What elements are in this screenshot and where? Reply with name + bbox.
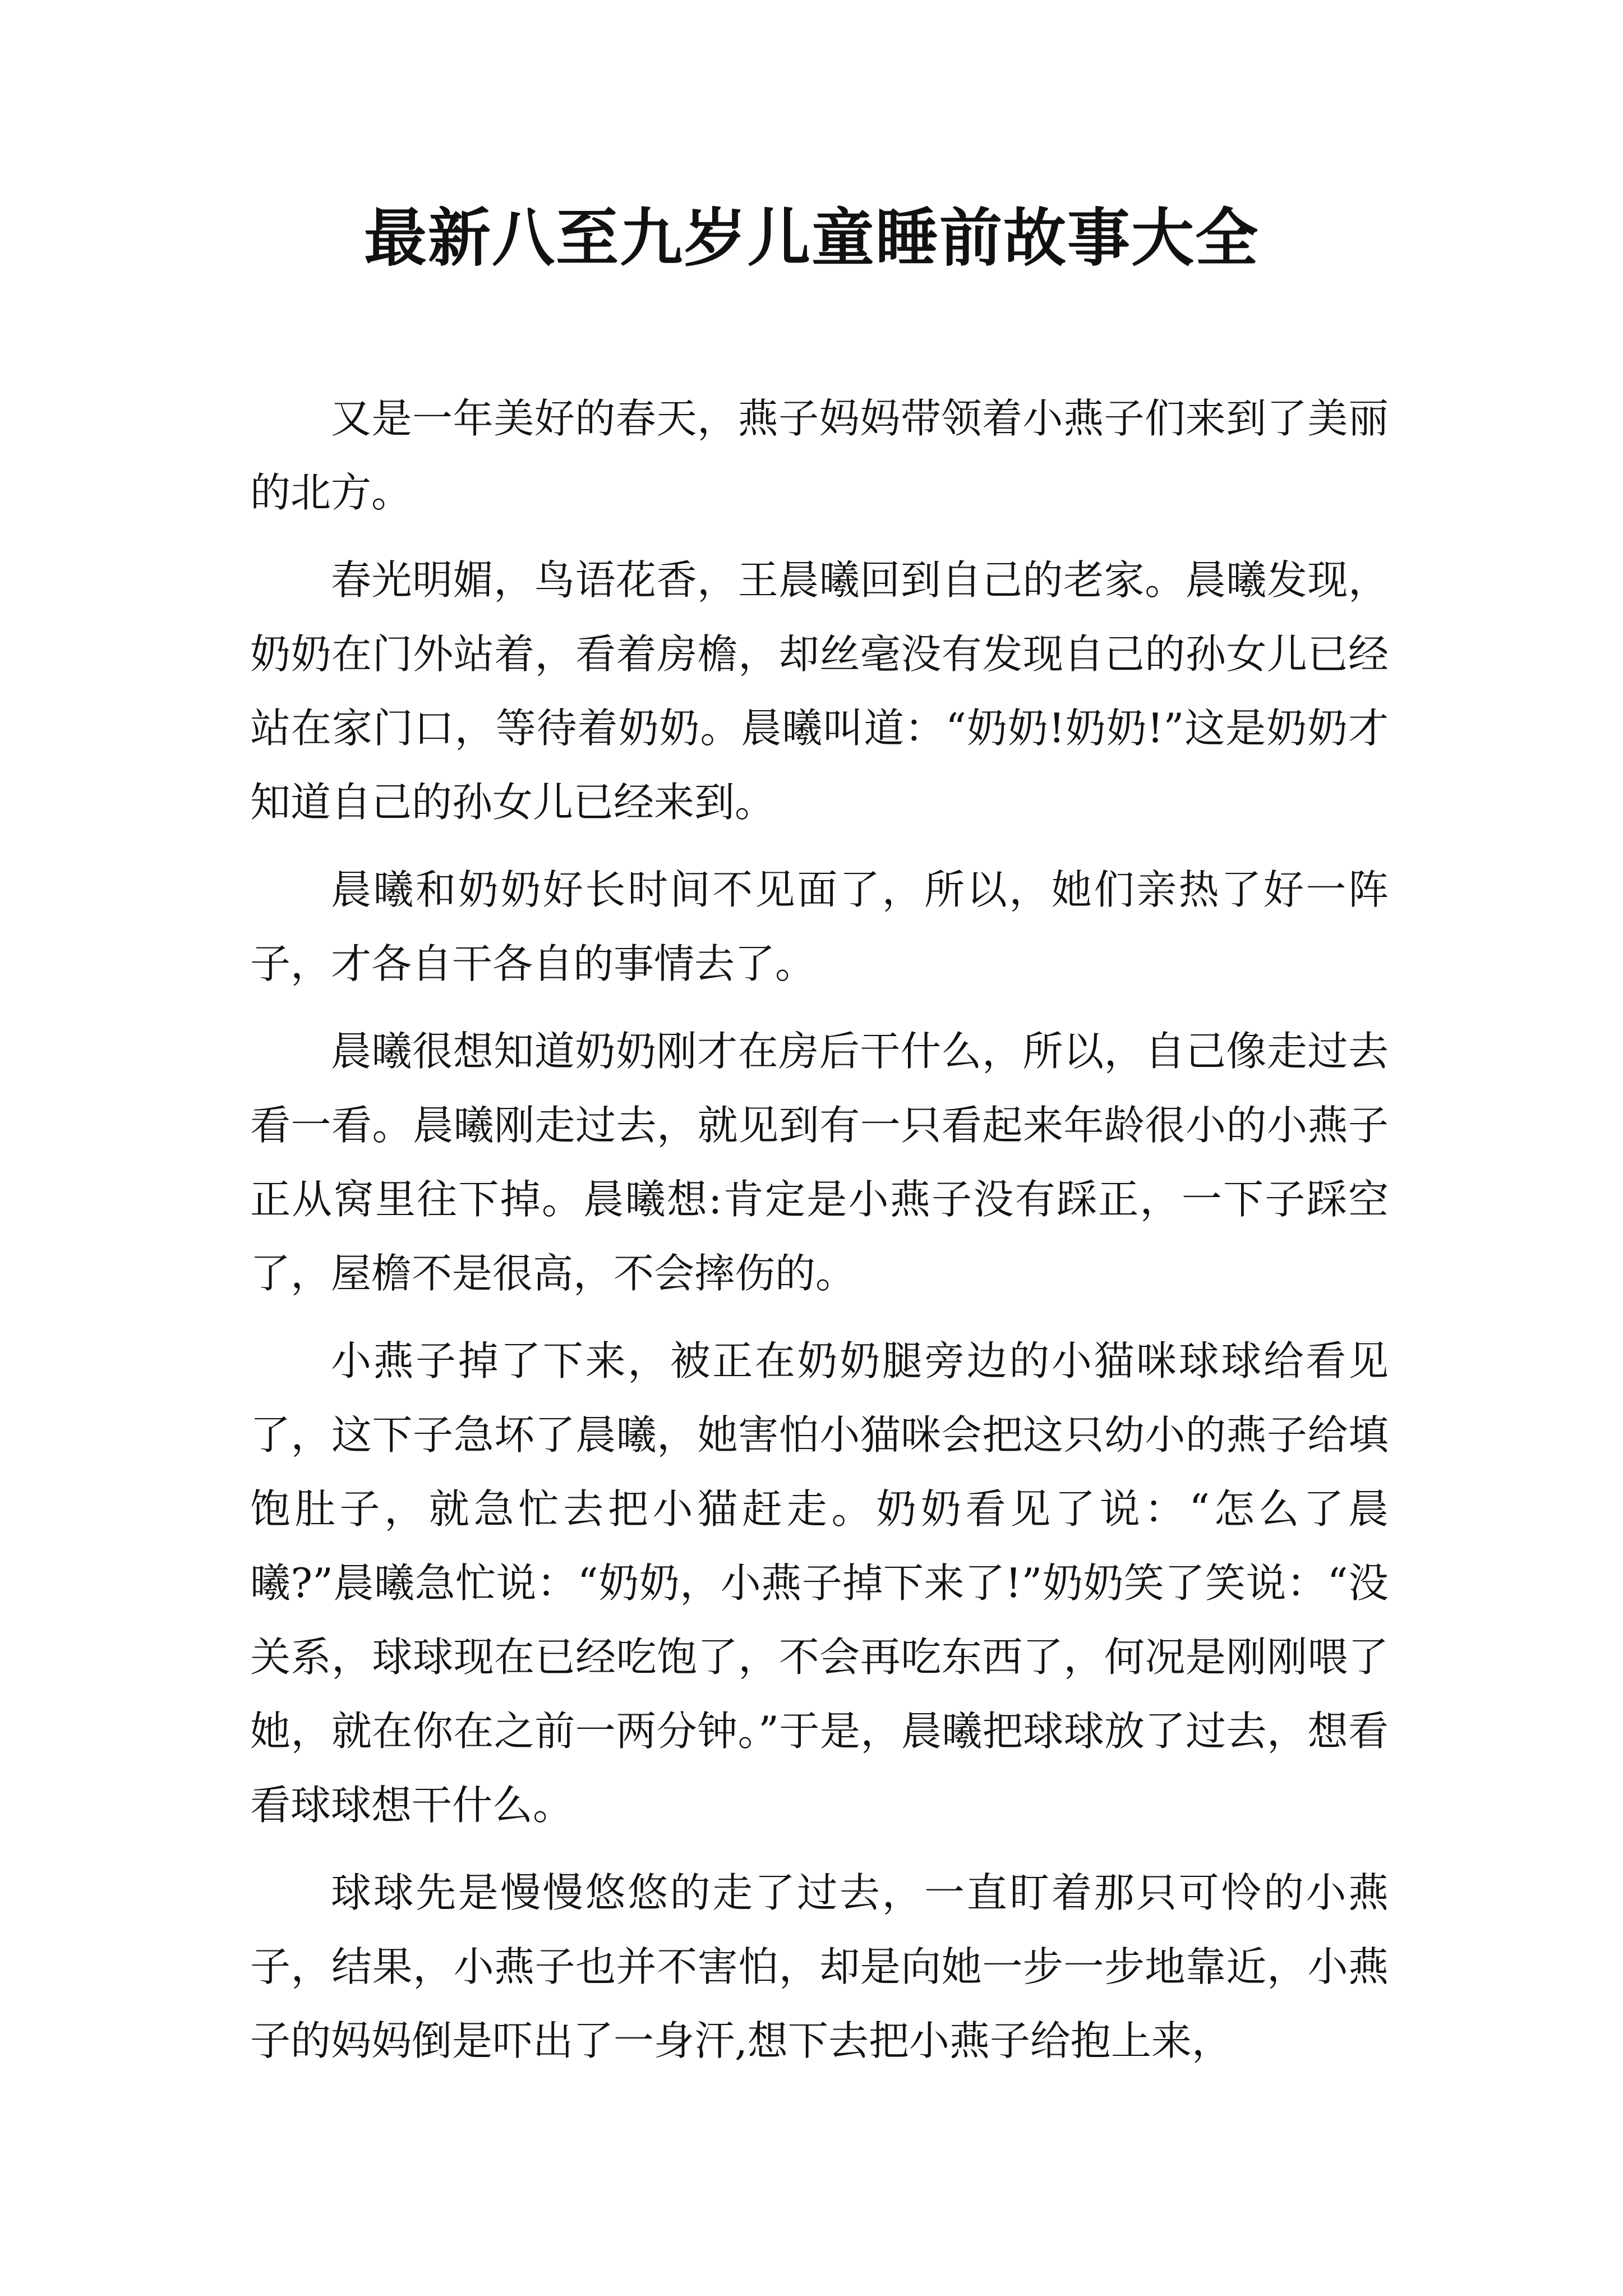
document-body — [250, 381, 1389, 2091]
paragraph: 晨曦和奶奶好长时间不见面了，所以，她们亲热了好一阵子，才各自干各自的事情去了。 — [250, 866, 1389, 987]
paragraph: 晨曦很想知道奶奶刚才在房后干什么，所以，自己像走过去看一看。晨曦刚走过去，就见到有一只看起来年龄很小的小燕子正从窝里往下掉。晨曦想:肯定是小燕子没有踩正，一下子踩空了，屋檐不是很高，不会摔伤的。 — [250, 1028, 1389, 1297]
paragraph: 球球先是慢慢悠悠的走了过去，一直盯着那只可怜的小燕子，结果，小燕子也并不害怕，却是向她一步一步地靠近，小燕子的妈妈倒是吓出了一身汗,想下去把小燕子给抱上来， — [250, 1869, 1389, 2064]
paragraph: 又是一年美好的春天，燕子妈妈带领着小燕子们来到了美丽的北方。 — [250, 395, 1389, 516]
document-title: 最新八至九岁儿童睡前故事大全 — [364, 201, 1259, 275]
paragraph: 小燕子掉了下来，被正在奶奶腿旁边的小猫咪球球给看见了，这下子急坏了晨曦，她害怕小猫咪会把这只幼小的燕子给填饱肚子，就急忙去把小猫赶走。奶奶看见了说：“怎么了晨曦?”晨曦急忙说：“奶奶，小燕子掉下来了!”奶奶笑了笑说：“没关系，球球现在已经吃饱了，不会再吃东西了，何况是刚刚喂了她，就在你在之前一两分钟。”于是，晨曦把球球放了过去，想看看球球想干什么。 — [250, 1337, 1389, 1829]
paragraph: 春光明媚，鸟语花香，王晨曦回到自己的老家。晨曦发现，奶奶在门外站着，看着房檐，却丝毫没有发现自己的孙女儿已经站在家门口，等待着奶奶。晨曦叫道：“奶奶!奶奶!”这是奶奶才知道自己的孙女儿已经来到。 — [250, 556, 1389, 826]
